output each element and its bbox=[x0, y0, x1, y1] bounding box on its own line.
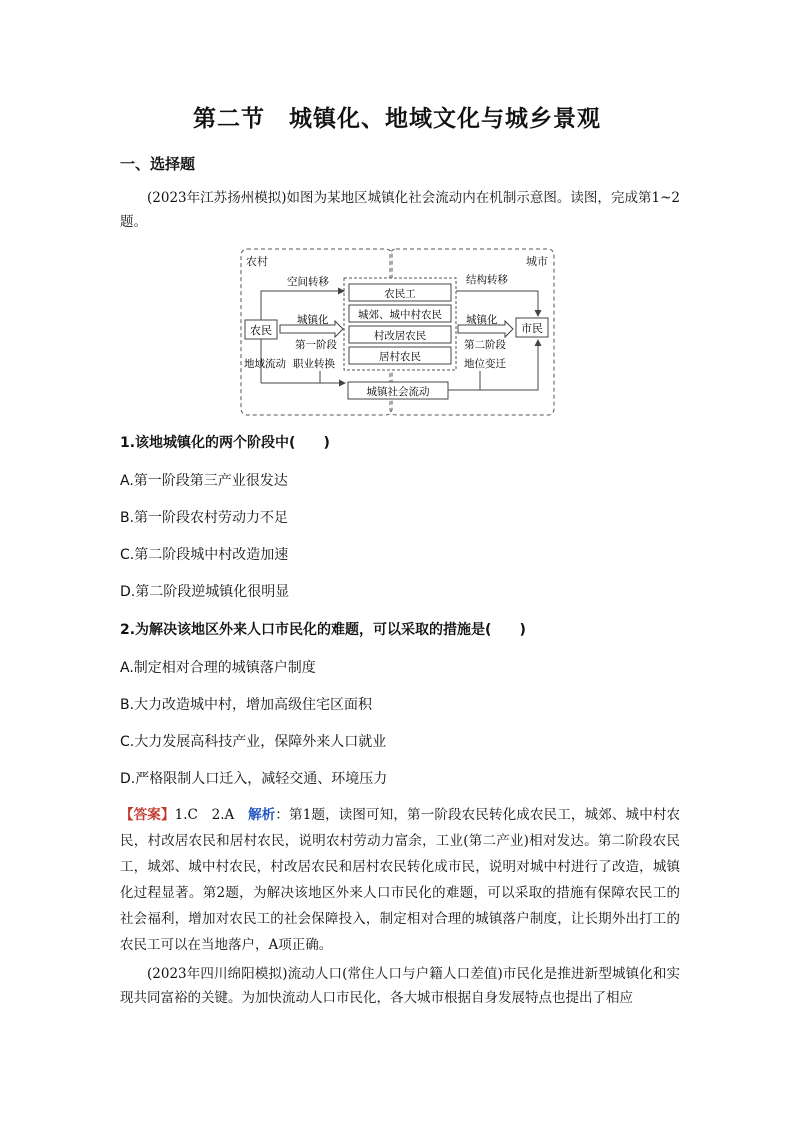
social-flow-node: 城镇社会流动 bbox=[366, 386, 430, 398]
section-heading: 一、选择题 bbox=[120, 155, 196, 173]
structure-transfer-label: 结构转移 bbox=[466, 274, 508, 286]
q1-option-c: C.第二阶段城中村改造加速 bbox=[120, 547, 289, 563]
q1-option-b: B.第一阶段农村劳动力不足 bbox=[120, 510, 289, 526]
answer-tag: 【答案】 bbox=[120, 807, 175, 823]
q2-option-b: B.大力改造城中村，增加高级住宅区面积 bbox=[120, 697, 373, 713]
middle-box-4: 居村农民 bbox=[379, 351, 421, 363]
q2-option-a: A.制定相对合理的城镇落户制度 bbox=[120, 660, 316, 676]
q2-option-c: C.大力发展高科技产业，保障外来人口就业 bbox=[120, 734, 387, 750]
farmer-node: 农民 bbox=[250, 324, 272, 337]
q1-option-a: A.第一阶段第三产业很发达 bbox=[120, 473, 288, 489]
citizen-node: 市民 bbox=[521, 322, 543, 335]
answer-keys: 1.C 2.A bbox=[174, 807, 249, 823]
space-transfer-label: 空间转移 bbox=[287, 276, 329, 288]
status-change-label: 地位变迁 bbox=[464, 358, 506, 370]
question-1-stem: 1.该地城镇化的两个阶段中( ) bbox=[120, 435, 330, 451]
explanation-label: 解析 bbox=[248, 807, 276, 823]
urban-label: 城市 bbox=[526, 255, 548, 268]
middle-box-3: 村改居农民 bbox=[373, 330, 427, 342]
job-change-label: 职业转换 bbox=[293, 358, 335, 370]
regional-flow-label: 地域流动 bbox=[244, 358, 286, 370]
urbanization-right-label: 城镇化 bbox=[466, 314, 498, 326]
page-title: 第二节 城镇化、地域文化与城乡景观 bbox=[193, 106, 601, 132]
q2-option-d: D.严格限制人口迁入，减轻交通、环境压力 bbox=[120, 771, 388, 787]
urbanization-diagram bbox=[240, 247, 556, 417]
stage1-label: 第一阶段 bbox=[295, 339, 337, 351]
question-2-stem: 2.为解决该地区外来人口市民化的难题，可以采取的措施是( ) bbox=[120, 622, 526, 638]
stage2-label: 第二阶段 bbox=[464, 339, 506, 351]
middle-box-2: 城郊、城中村农民 bbox=[358, 309, 442, 321]
intro-paragraph-2: (2023年四川绵阳模拟)流动人口(常住人口与户籍人口差值)市民化是推进新型城镇化和实现共同富裕的关键。为加快流动人口市民化，各大城市根据自身发展特点也提出了相应 bbox=[120, 966, 680, 1006]
middle-box-1: 农民工 bbox=[384, 288, 416, 300]
q1-option-d: D.第二阶段逆城镇化很明显 bbox=[120, 584, 290, 600]
explanation-text: ：第1题，读图可知，第一阶段农民转化成农民工，城郊、城中村农民，村改居农民和居村农民，说明农村劳动力富余，工业(第二产业)相对发达。第二阶段农民工，城郊、城中村农民，村改居农民和居村农民转化成市民，说明对城中村进行了改造，城镇化过程显著。第2题，为解决该地区外来人口市民化的难题，可以采取的措施有保障农民工的社会福利，增加对农民工的社会保障投入，制定相对合理的城镇落户制度，让长期外出打工的农民工可以在当地落户，A项正确。 bbox=[120, 807, 681, 953]
answer-block bbox=[120, 802, 680, 958]
rural-label: 农村 bbox=[246, 255, 268, 268]
urbanization-left-label: 城镇化 bbox=[297, 314, 329, 326]
intro-paragraph-1: (2023年江苏扬州模拟)如图为某地区城镇化社会流动内在机制示意图。读图，完成第1~2题。 bbox=[120, 190, 680, 230]
